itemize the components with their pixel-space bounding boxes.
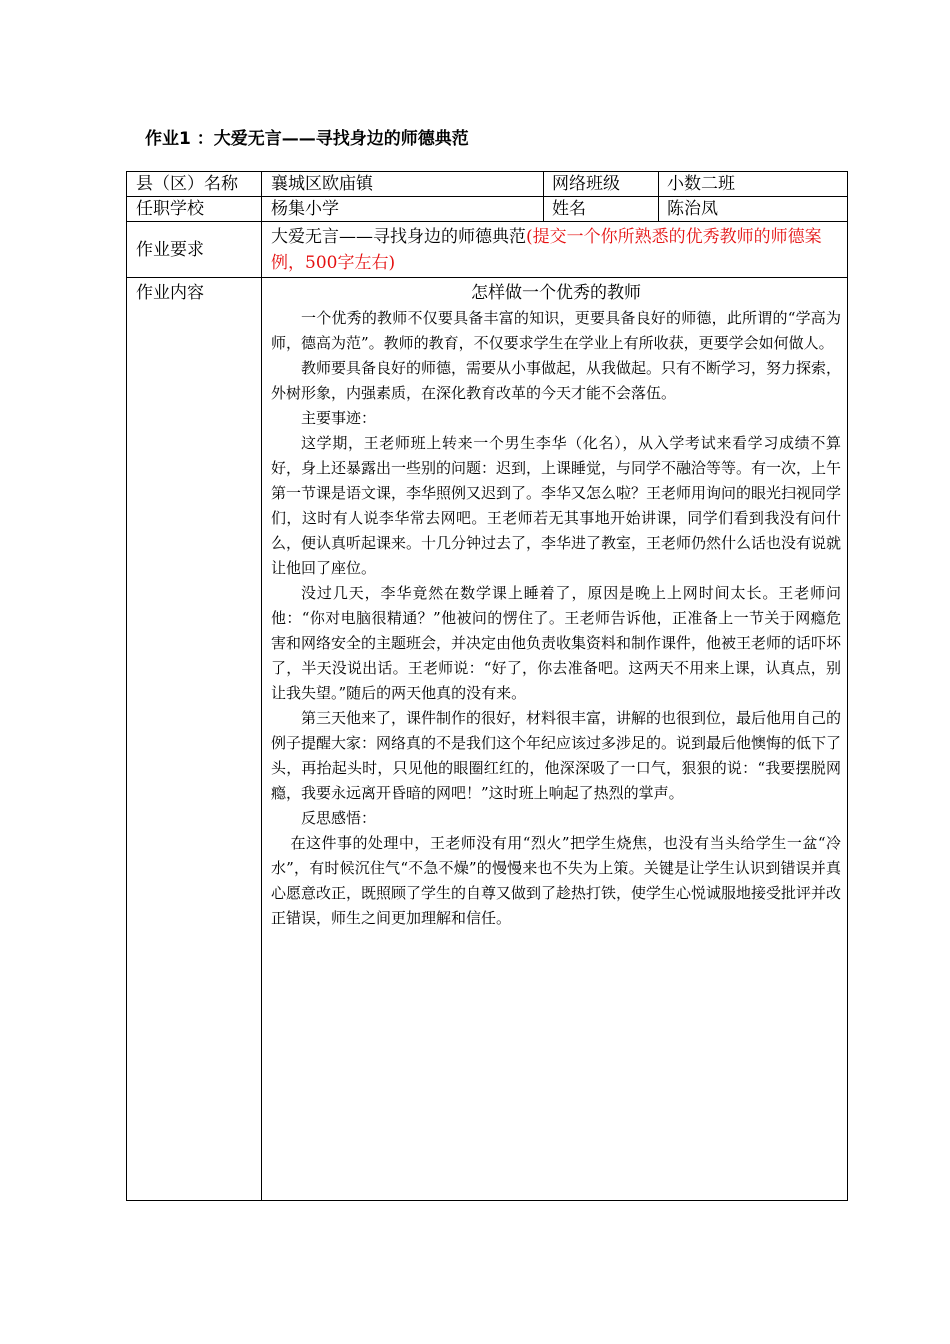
requirement-main: 大爱无言——寻找身边的师德典范 (271, 227, 526, 247)
page-title: 作业1 ：大爱无言——寻找身边的师德典范 (145, 129, 469, 149)
class-label: 网络班级 (552, 174, 620, 194)
name-label: 姓名 (552, 199, 586, 219)
essay-paragraph: 第三天他来了，课件制作的很好，材料很丰富，讲解的也很到位，最后他用自己的例子提醒大家：网络真的不是我们这个年纪应该过多涉足的。说到最后他懊悔的低下了头，再抬起头时，只见他的眼圈红红的，他深深吸了一口气，狠狠的说：“我要摆脱网瘾，我要永远离开昏暗的网吧！”这时班上响起了热烈的掌声。 (271, 709, 842, 802)
row-divider-3 (126, 277, 848, 278)
essay-subheading: 主要事迹： (301, 409, 377, 427)
requirement-text (271, 224, 843, 276)
requirement-note: (提交一个你所熟悉的优秀教师的师德案例，500字左右) (271, 227, 822, 273)
column-divider-2 (543, 171, 544, 221)
content-label: 作业内容 (136, 283, 204, 303)
class-value: 小数二班 (667, 174, 735, 194)
essay-paragraph: 没过几天，李华竟然在数学课上睡着了，原因是晚上上网时间太长。王老师问他：“你对电脑很精通？”他被问的愣住了。王老师告诉他，正准备上一节关于网瘾危害和网络安全的主题班会，并决定由他负责收集资料和制作课件，他被王老师的话吓坏了，半天没说出话。王老师说：“好了，你去准备吧。这两天不用来上课，认真点，别让我失望。”随后的两天他真的没有来。 (271, 584, 842, 702)
row-divider-1 (126, 196, 848, 197)
essay-paragraph: 这学期，王老师班上转来一个男生李华（化名），从入学考试来看学习成绩不算好，身上还暴露出一些别的问题：迟到，上课睡觉，与同学不融洽等等。有一次，上午第一节课是语文课，李华照例又迟到了。李华又怎么啦？王老师用询问的眼光扫视同学们，这时有人说李华常去网吧。王老师若无其事地开始讲课，同学们看到我没有问什么，便认真听起课来。十几分钟过去了，李华进了教室，王老师仍然什么话也没有说就让他回了座位。 (271, 434, 842, 577)
county-value: 襄城区欧庙镇 (271, 174, 373, 194)
name-value: 陈治凤 (667, 199, 718, 219)
essay-paragraph: 教师要具备良好的师德，需要从小事做起，从我做起。只有不断学习，努力探索，外树形象，内强素质，在深化教育改革的今天才能不会落伍。 (271, 359, 842, 402)
column-divider-3 (658, 171, 659, 221)
essay-paragraph: 在这件事的处理中，王老师没有用“烈火”把学生烧焦，也没有当头给学生一盆“冷水”，有时候沉住气“不急不燥”的慢慢来也不失为上策。关键是让学生认识到错误并真心愿意改正，既照顾了学生的自尊又做到了趁热打铁，使学生心悦诚服地接受批评并改正错误，师生之间更加理解和信任。 (271, 834, 842, 927)
row-divider-2 (126, 221, 848, 222)
essay-paragraph: 一个优秀的教师不仅要具备丰富的知识，更要具备良好的师德，此所谓的“学高为师，德高为范”。教师的教育，不仅要求学生在学业上有所收获，更要学会如何做人。 (271, 309, 841, 352)
essay-subheading: 反思感悟： (301, 809, 377, 827)
essay-body (271, 280, 841, 931)
requirement-label: 作业要求 (136, 240, 204, 260)
column-divider-main (261, 171, 262, 1201)
school-label: 任职学校 (136, 199, 204, 219)
county-label: 县（区）名称 (136, 174, 238, 194)
school-value: 杨集小学 (271, 199, 339, 219)
essay-heading: 怎样做一个优秀的教师 (471, 283, 641, 303)
